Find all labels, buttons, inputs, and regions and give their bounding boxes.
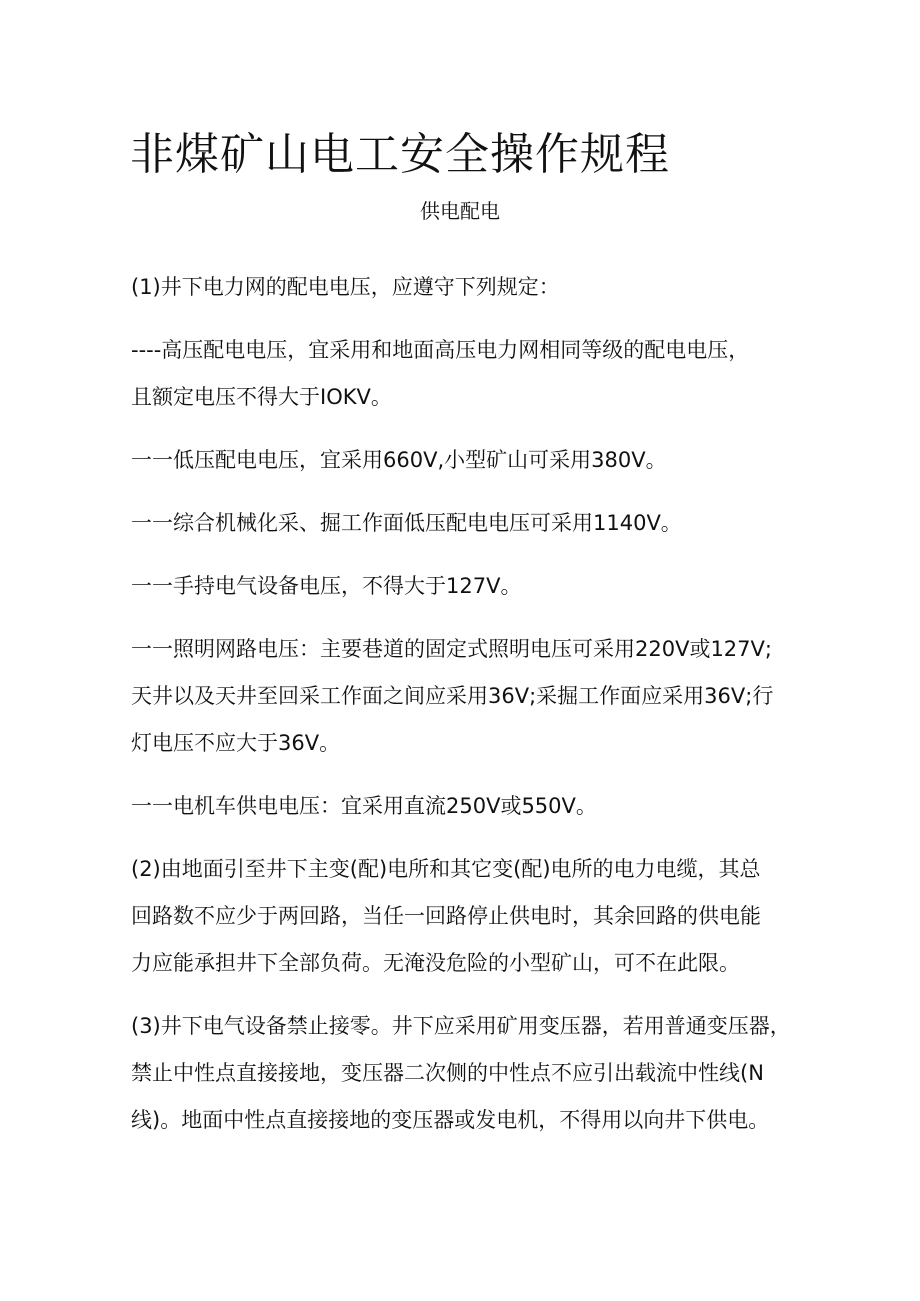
document-title: 非煤矿山电工安全操作规程 <box>130 129 670 180</box>
paragraph-line: 一一低压配电电压，宜采用660V,小型矿山可采用380V。 <box>131 448 667 472</box>
paragraph <box>131 264 811 311</box>
paragraph-line: 且额定电压不得大于IOKV。 <box>131 385 392 409</box>
document-body <box>131 264 811 1160</box>
paragraph <box>131 626 811 767</box>
paragraph-line: (1)井下电力网的配电电压，应遵守下列规定： <box>131 275 560 299</box>
paragraph <box>131 783 811 830</box>
paragraph-line: 一一综合机械化采、掘工作面低压配电电压可采用1140V。 <box>131 511 682 535</box>
paragraph-line: 一一电机车供电电压：宜采用直流250V或550V。 <box>131 794 597 818</box>
paragraph-line: 一一手持电气设备电压，不得大于127V。 <box>131 574 522 598</box>
paragraph-line: 线)。地面中性点直接接地的变压器或发电机，不得用以向井下供电。 <box>131 1108 770 1132</box>
paragraph-line: 一一照明网路电压：主要巷道的固定式照明电压可采用220V或127V; <box>131 637 772 661</box>
paragraph <box>131 437 811 484</box>
paragraph <box>131 1003 811 1144</box>
paragraph-line: (3)井下电气设备禁止接零。井下应采用矿用变压器，若用普通变压器， <box>131 1014 791 1038</box>
section-heading: 供电配电 <box>420 199 500 223</box>
paragraph-line: 天井以及天井至回采工作面之间应采用36V;采掘工作面应采用36V;行 <box>131 684 774 708</box>
paragraph-line: (2)由地面引至井下主变(配)电所和其它变(配)电所的电力电缆，其总 <box>131 857 761 881</box>
paragraph-line: 禁止中性点直接接地，变压器二次侧的中性点不应引出载流中性线(N <box>131 1061 764 1085</box>
paragraph <box>131 563 811 610</box>
paragraph-line: ----高压配电电压，宜采用和地面高压电力网相同等级的配电电压， <box>131 338 750 362</box>
paragraph <box>131 846 811 987</box>
paragraph <box>131 500 811 547</box>
paragraph-line: 力应能承担井下全部负荷。无淹没危险的小型矿山，可不在此限。 <box>131 951 740 975</box>
paragraph <box>131 327 811 421</box>
paragraph-line: 回路数不应少于两回路，当任一回路停止供电时，其余回路的供电能 <box>131 904 761 928</box>
paragraph-line: 灯电压不应大于36V。 <box>131 731 341 755</box>
